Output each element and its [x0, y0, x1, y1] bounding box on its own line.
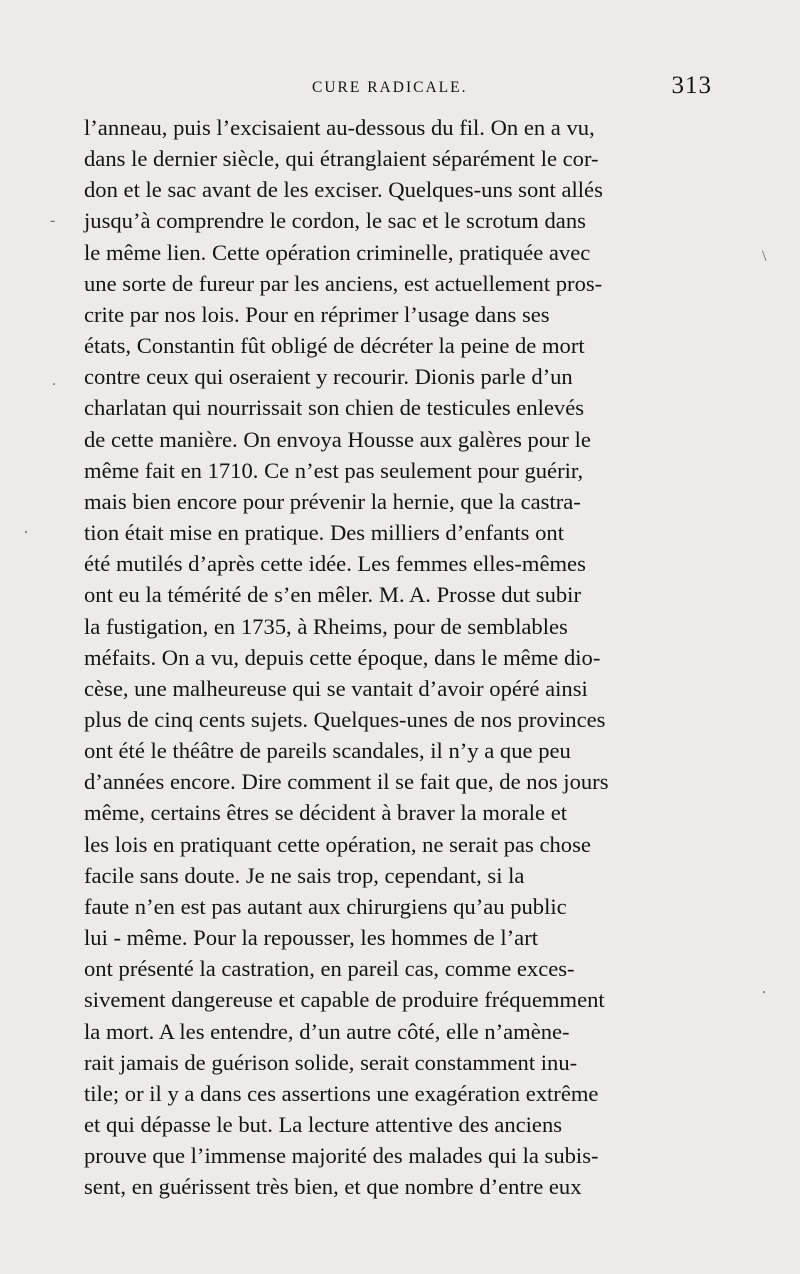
text-line: faute n’en est pas autant aux chirurgiens qu’au public — [84, 893, 567, 919]
text-line: charlatan qui nourrissait son chien de testicules enlevés — [84, 395, 585, 421]
text-line: une sorte de fureur par les anciens, est actuellement pros- — [84, 270, 603, 296]
text-line: tile; or il y a dans ces assertions une exagération extrême — [84, 1080, 599, 1106]
text-line: ont eu la témérité de s’en mêler. M. A. Prosse dut subir — [84, 582, 581, 608]
text-line: jusqu’à comprendre le cordon, le sac et le scrotum dans — [84, 208, 586, 234]
scan-speck: - — [50, 212, 56, 229]
text-line: facile sans doute. Je ne sais trop, cependant, si la — [84, 862, 525, 888]
text-line: ont été le théâtre de pareils scandales, il n’y a que peu — [84, 738, 571, 764]
text-line: dans le dernier siècle, qui étranglaient séparément le cor- — [84, 146, 599, 172]
text-line: tion était mise en pratique. Des milliers d’enfants ont — [84, 520, 564, 546]
text-line: ont présenté la castration, en pareil cas, comme exces- — [84, 956, 575, 982]
page-number: 313 — [671, 72, 712, 99]
text-line: de cette manière. On envoya Housse aux galères pour le — [84, 426, 591, 452]
scan-speck: \ — [762, 248, 767, 265]
text-line: plus de cinq cents sujets. Quelques-unes de nos provinces — [84, 706, 606, 732]
text-line: rait jamais de guérison solide, serait constamment inu- — [84, 1049, 578, 1075]
text-line: et qui dépasse le but. La lecture attentive des anciens — [84, 1112, 563, 1137]
text-line: méfaits. On a vu, depuis cette époque, dans le même dio- — [84, 644, 601, 670]
scan-speck: . — [52, 372, 56, 389]
text-line: contre ceux qui oseraient y recourir. Dionis parle d’un — [84, 364, 573, 390]
text-line: même, certains êtres se décident à braver la morale et — [84, 800, 568, 826]
text-line: été mutilés d’après cette idée. Les femmes elles-mêmes — [84, 551, 586, 577]
text-line: d’années encore. Dire comment il se fait que, de nos jours — [84, 769, 609, 795]
running-title: CURE RADICALE. — [312, 79, 468, 96]
text-line: la fustigation, en 1735, à Rheims, pour de semblables — [84, 613, 568, 639]
text-line: sent, en guérissent très bien, et que nombre d’entre eux — [84, 1174, 582, 1200]
text-line: états, Constantin fût obligé de décréter la peine de mort — [84, 333, 585, 359]
text-line: l’anneau, puis l’excisaient au-dessous du fil. On en a vu, — [84, 115, 595, 140]
running-header — [82, 74, 714, 104]
text-line: les lois en pratiquant cette opération, ne serait pas chose — [84, 831, 591, 857]
body-text — [84, 112, 714, 1202]
text-line: don et le sac avant de les exciser. Quelques-uns sont allés — [84, 177, 603, 203]
text-line: mais bien encore pour prévenir la hernie, que la castra- — [84, 488, 581, 514]
text-line: crite par nos lois. Pour en réprimer l’usage dans ses — [84, 301, 550, 327]
text-line: le même lien. Cette opération criminelle, pratiquée avec — [84, 239, 591, 265]
text-line: sivement dangereuse et capable de produire fréquemment — [84, 987, 605, 1013]
scan-speck: . — [762, 980, 766, 997]
text-line: même fait en 1710. Ce n’est pas seulement pour guérir, — [84, 457, 584, 483]
scan-speck: . — [24, 520, 28, 537]
text-line: lui - même. Pour la repousser, les hommes de l’art — [84, 925, 538, 951]
text-line: prouve que l’immense majorité des malades qui la subis- — [84, 1143, 599, 1169]
text-line: la mort. A les entendre, d’un autre côté, elle n’amène- — [84, 1018, 570, 1044]
text-line: cèse, une malheureuse qui se vantait d’avoir opéré ainsi — [84, 675, 588, 701]
